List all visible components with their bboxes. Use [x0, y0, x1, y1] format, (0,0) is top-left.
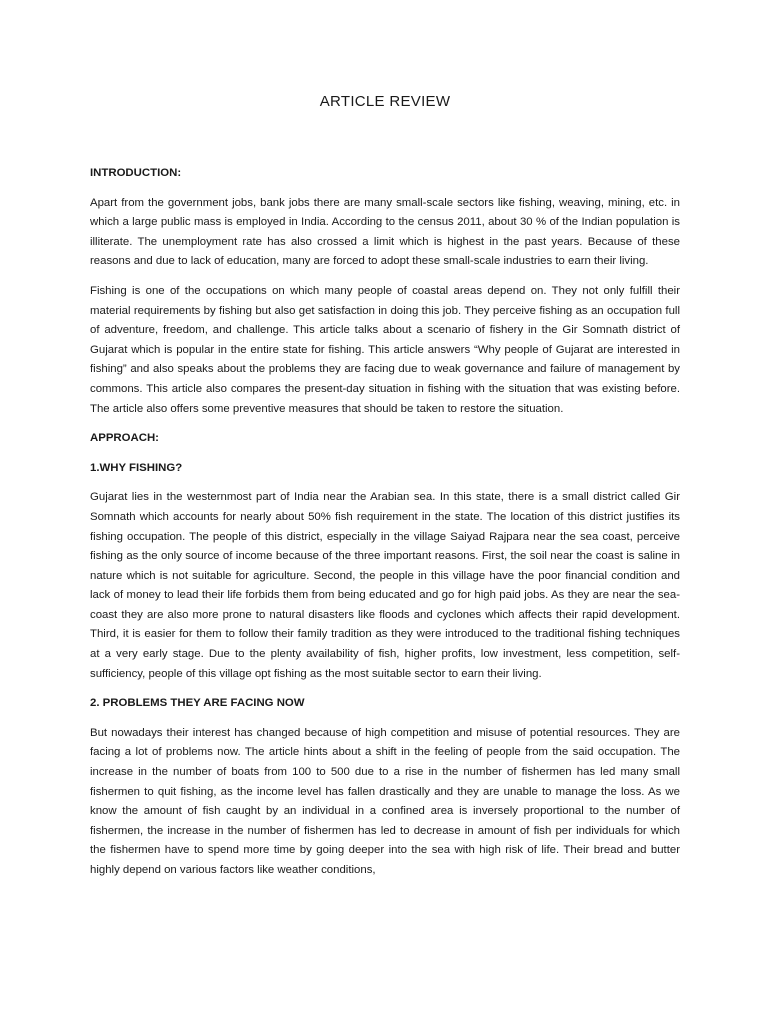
paragraph-why-fishing: Gujarat lies in the westernmost part of India near the Arabian sea. In this state, there is a small district called Gir Somnath which accounts for nearly about 50% fish requirement in the state. The location of this district justifies its fishing occupation. The people of this district, especially in the village Saiyad Rajpara near the sea coast, perceive fishing as the only source of income because of the three important reasons. First, the soil near the coast is saline in nature which is not suitable for agriculture. Second, the people in this village have the poor financial condition and lack of money to lead their life forbids them from being educated and go for high paid jobs. As they are near the sea-coast they are also more prone to natural disasters like floods and cyclones which affects their rapid development. Third, it is easier for them to follow their family tradition as they were introduced to the traditional fishing techniques at a very early stage. Due to the plenty availability of fish, higher profits, low investment, less competition, self-sufficiency, people of this village opt fishing as the most suitable sector to earn their living. — [90, 491, 680, 680]
section-heading-problems: 2. PROBLEMS THEY ARE FACING NOW — [90, 697, 305, 710]
paragraph-intro-2: Fishing is one of the occupations on which many people of coastal areas depend on. They not only fulfill their material requirements by fishing but also get satisfaction in doing this job. They perceive fishing as an occupation full of adventure, freedom, and challenge. This article talks about a scenario of fishery in the Gir Somnath district of Gujarat which is popular in the entire state for fishing. This article answers “Why people of Gujarat are interested in fishing” and also speaks about the problems they are facing due to weak governance and failure of management by commons. This article also compares the present-day situation in fishing with the situation that was existing before. The article also offers some preventive measures that should be taken to restore the situation. — [90, 284, 680, 415]
paragraph-intro-1: Apart from the government jobs, bank jobs there are many small-scale sectors like fishing, weaving, mining, etc. in which a large public mass is employed in India. According to the census 2011, about 30 % of the Indian population is illiterate. The unemployment rate has also crossed a limit which is highest in the past years. Because of these reasons and due to lack of education, many are forced to adopt these small-scale industries to earn their living. — [90, 196, 680, 268]
section-heading-approach: APPROACH: — [90, 432, 159, 445]
section-heading-why-fishing: 1.WHY FISHING? — [90, 461, 183, 474]
paragraph-problems: But nowadays their interest has changed because of high competition and misuse of potential resources. They are facing a lot of problems now. The article hints about a shift in the feeling of people from the said occupation. The increase in the number of boats from 100 to 500 due to a rise in the number of fishermen has led many small fishermen to quit fishing, as the income level has fallen drastically and they are unable to manage the loss. As we know the amount of fish caught by an individual in a confined area is inversely proportional to the number of fishermen, the increase in the number of fishermen has led to decrease in amount of fish per individuals for which the fishermen have to spend more time by going deeper into the sea with high risk of life. Their bread and butter highly depend on various factors like weather conditions, — [90, 726, 680, 876]
section-heading-introduction: INTRODUCTION: — [90, 167, 182, 179]
document-title: ARTICLE REVIEW — [319, 93, 451, 110]
document-body — [90, 92, 680, 891]
